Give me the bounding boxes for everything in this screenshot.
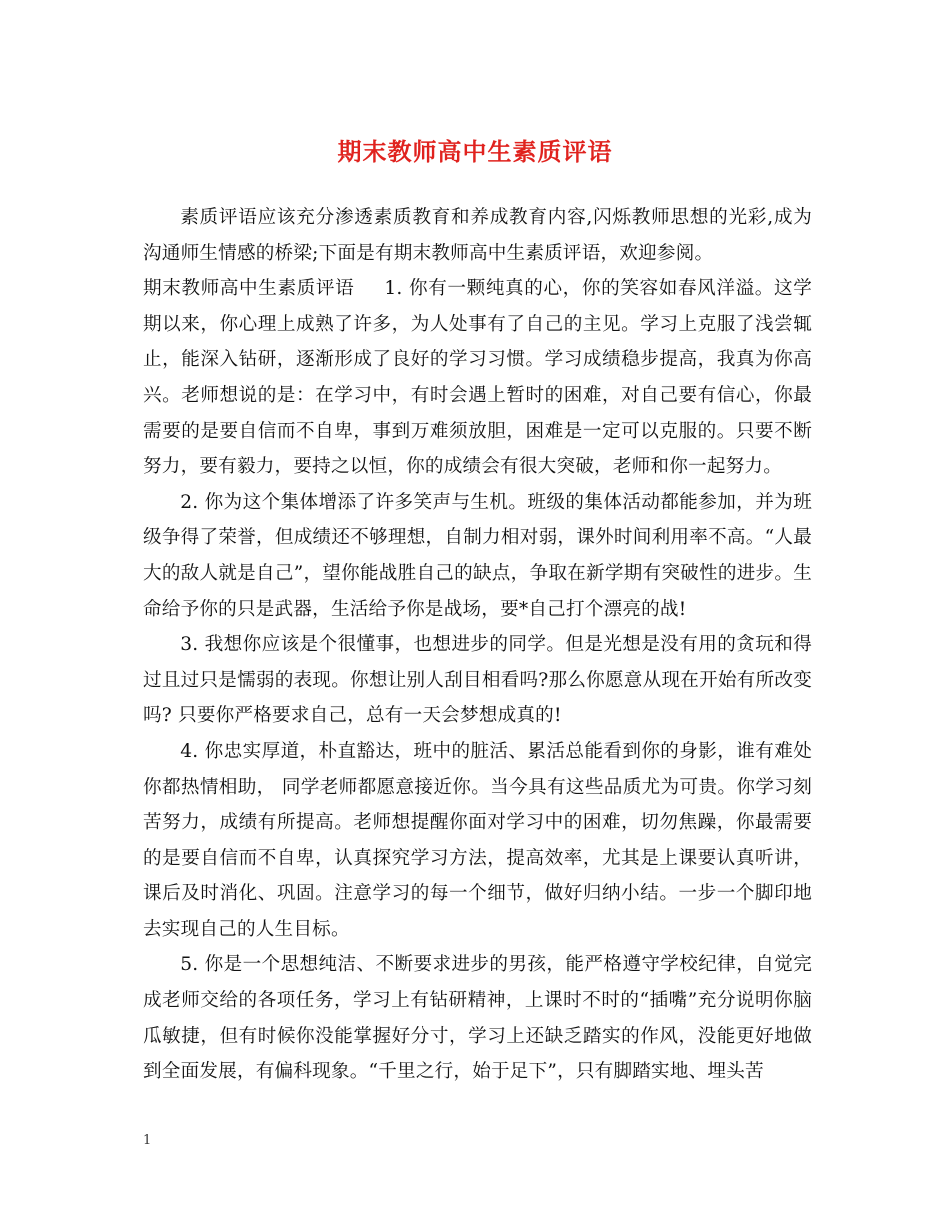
document-body	[143, 200, 812, 1090]
document-title: 期末教师高中生素质评语	[337, 137, 613, 166]
comment-paragraph-5: 5. 你是一个思想纯洁、不断要求进步的男孩，能严格遵守学校纪律，自觉完成老师交给的各项任务，学习上有钻研精神，上课时不时的“插嘴”充分说明你脑瓜敏捷，但有时候你没能掌握好分寸，学习上还缺乏踏实的作风，没能更好地做到全面发展，有偏科现象。“千里之行，始于足下”，只有脚踏实地、埋头苦	[143, 954, 812, 1083]
comment-paragraph-4: 4. 你忠实厚道，朴直豁达，班中的脏活、累活总能看到你的身影，谁有难处你都热情相助， 同学老师都愿意接近你。当今具有这些品质尤为可贵。你学习刻苦努力，成绩有所提高。老师想提醒你面对学习中的困难，切勿焦躁，你最需要的是要自信而不自卑，认真探究学习方法，提高效率，尤其是上课要认真听讲，课后及时消化、巩固。注意学习的每一个细节，做好归纳小结。一步一个脚印地去实现自己的人生目标。	[143, 740, 812, 940]
comment-text-1: 1. 你有一颗纯真的心，你的笑容如春风洋溢。这学期以来，你心理上成熟了许多，为人处事有了自己的主见。学习上克服了浅尝辄止，能深入钻研，逐渐形成了良好的学习习惯。学习成绩稳步提高，我真为你高兴。老师想说的是：在学习中，有时会遇上暂时的困难，对自己要有信心，你最需要的是要自信而不自卑，事到万难须放胆，困难是一定可以克服的。只要不断努力，要有毅力，要持之以恒，你的成绩会有很大突破，老师和你一起努力。	[143, 278, 813, 478]
section-label: 期末教师高中生素质评语	[143, 278, 355, 300]
comment-paragraph-2: 2. 你为这个集体增添了许多笑声与生机。班级的集体活动都能参加，并为班级争得了荣誉，但成绩还不够理想，自制力相对弱，课外时间利用率不高。“人最大的敌人就是自己”，望你能战胜自己的缺点，争取在新学期有突破性的进步。生命给予你的只是武器，生活给予你是战场，要*自己打个漂亮的战!	[143, 491, 812, 620]
comment-paragraph-1	[143, 271, 812, 485]
intro-paragraph: 素质评语应该充分渗透素质教育和养成教育内容,闪烁教师思想的光彩,成为沟通师生情感的桥梁;下面是有期末教师高中生素质评语，欢迎参阅。	[143, 207, 812, 264]
page-number: 1	[143, 1133, 152, 1148]
comment-paragraph-3: 3. 我想你应该是个很懂事，也想进步的同学。但是光想是没有用的贪玩和得过且过只是懦弱的表现。你想让别人刮目相看吗?那么你愿意从现在开始有所改变吗? 只要你严格要求自己，总有一天会梦想成真的!	[143, 634, 812, 727]
